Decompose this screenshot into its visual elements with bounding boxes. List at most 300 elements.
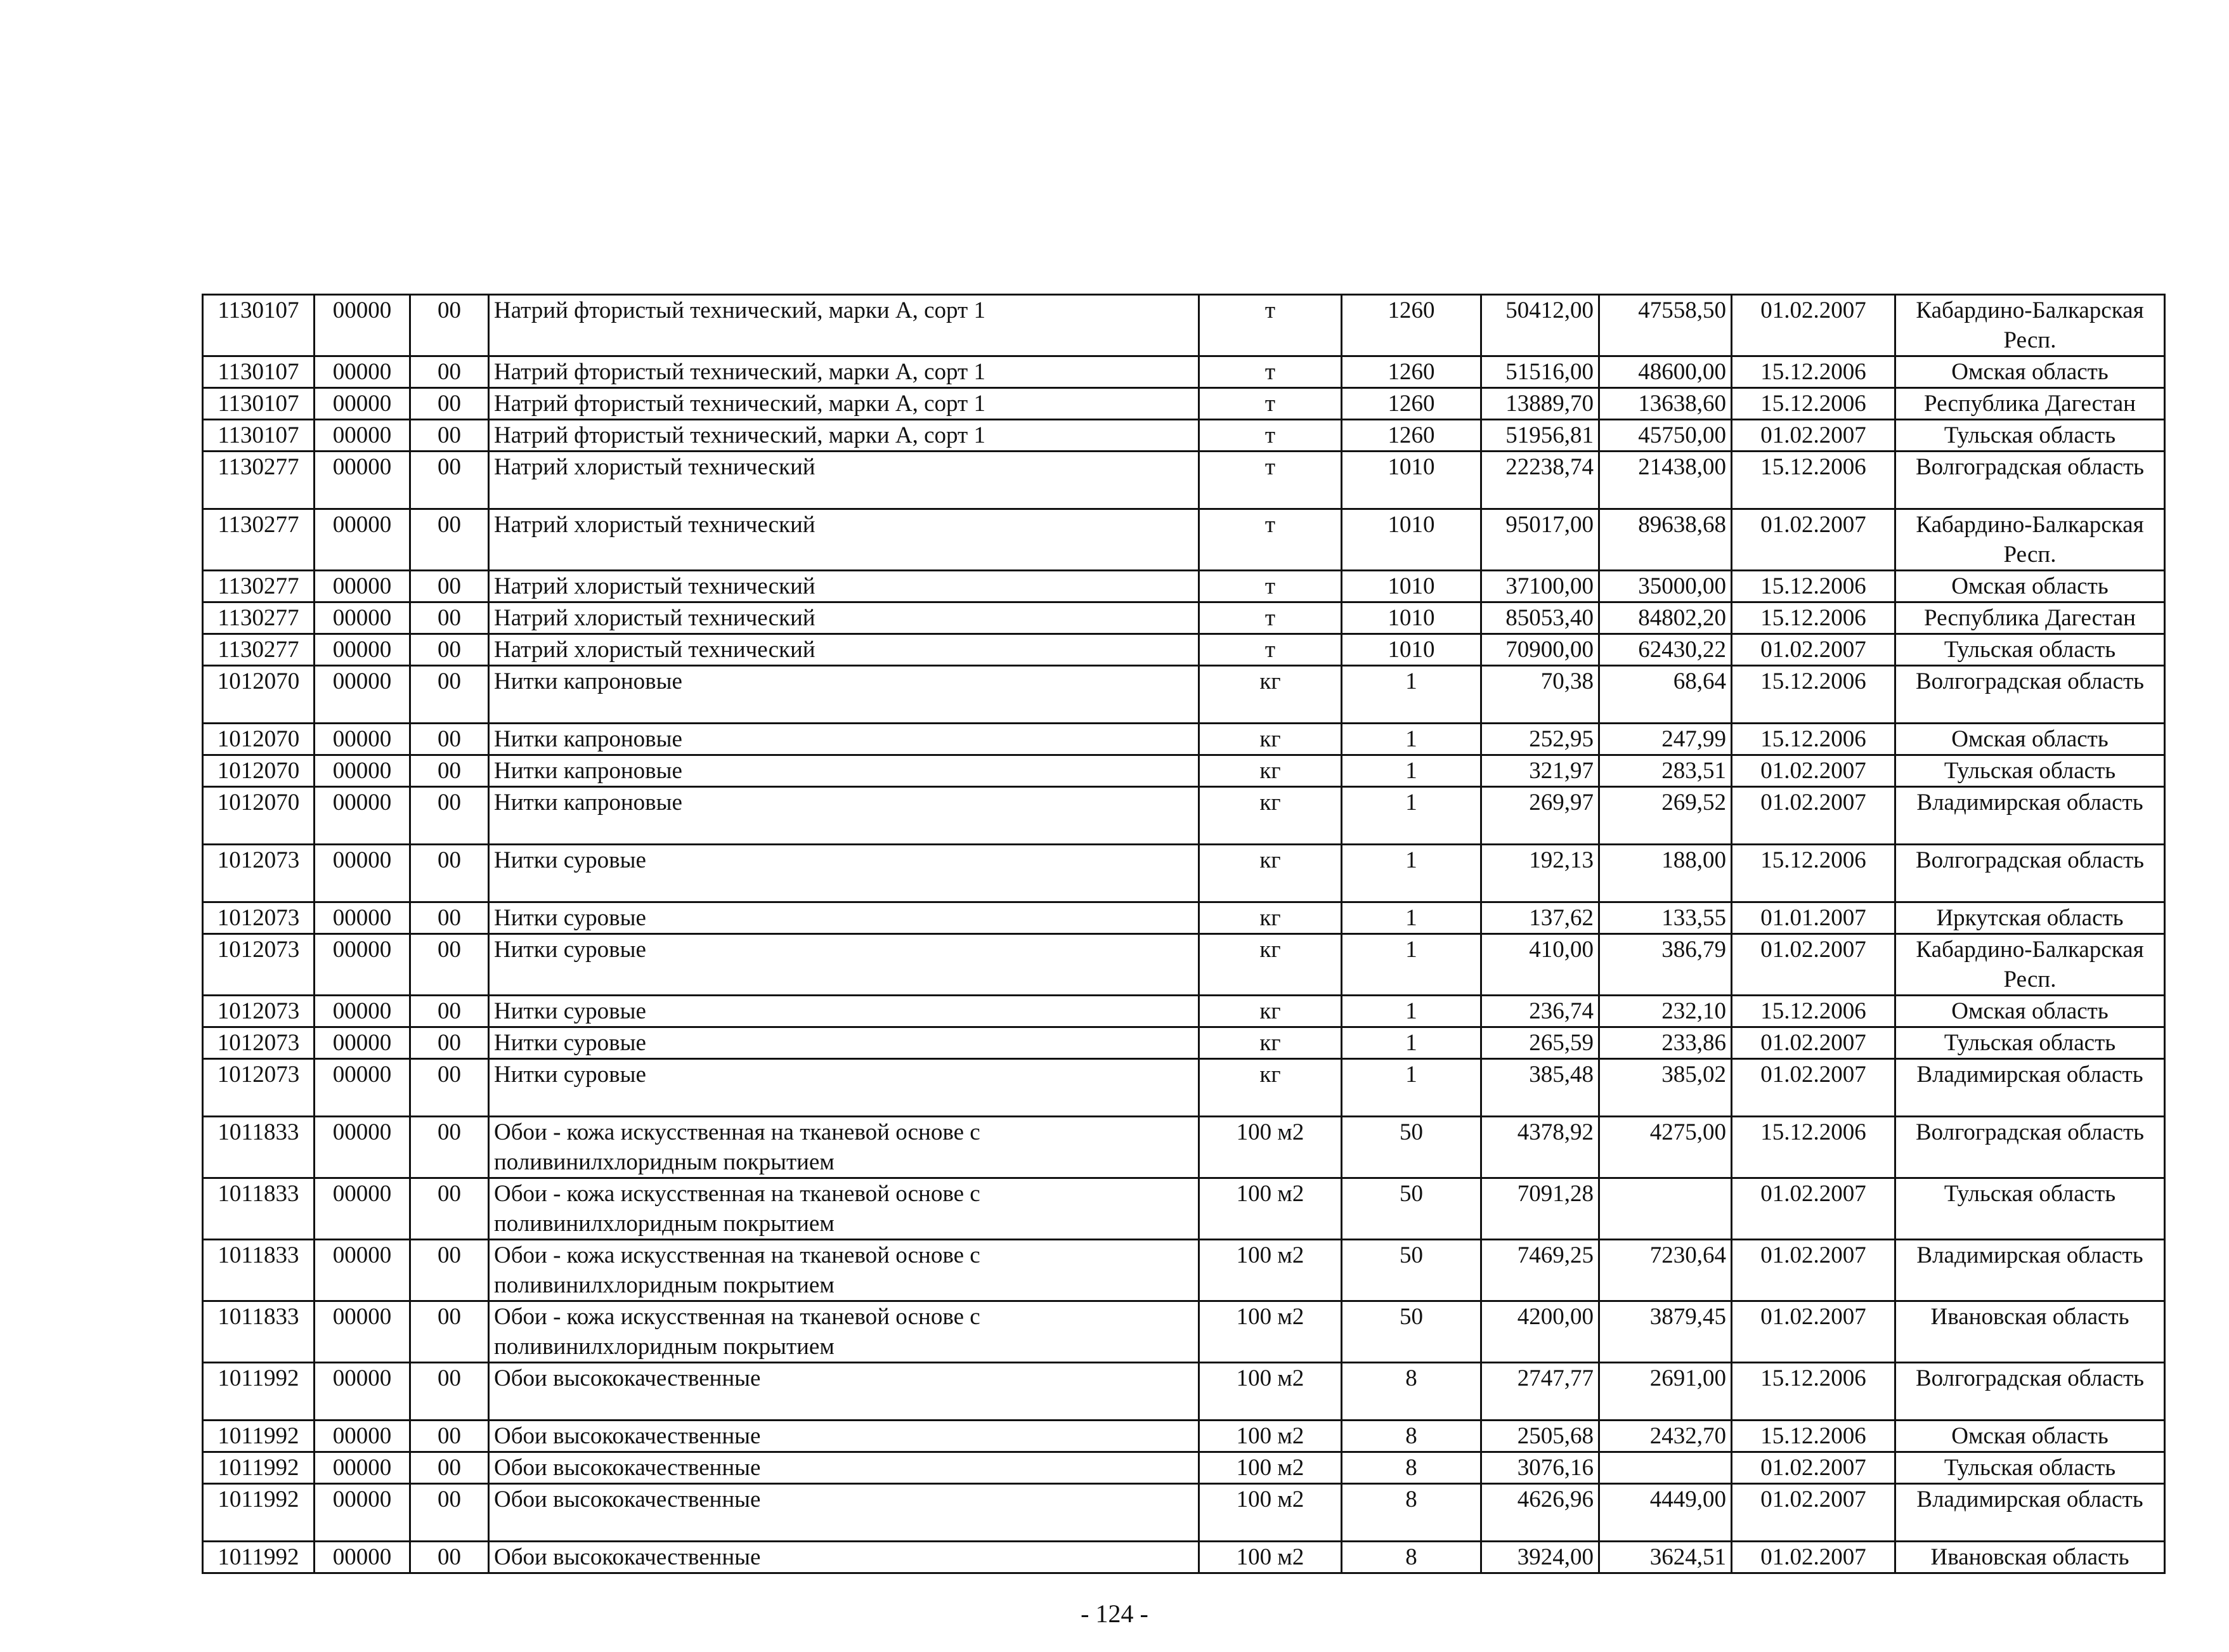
cell-price2: 2691,00 [1599,1363,1732,1421]
cell-num: 00000 [315,724,410,755]
cell-price: 2505,68 [1481,1421,1599,1452]
cell-num: 00000 [315,295,410,356]
cell-name: Нитки капроновые [489,666,1199,724]
cell-unit: 100 м2 [1199,1301,1342,1363]
cell-price2: 188,00 [1599,845,1732,902]
table-row [203,634,2165,666]
cell-price2: 48600,00 [1599,356,1732,388]
cell-price: 192,13 [1481,845,1599,902]
cell-num: 00000 [315,666,410,724]
cell-name: Обои - кожа искусственная на тканевой основе с поливинилхлоридным покрытием [489,1301,1199,1363]
cell-norm: 1260 [1342,420,1481,452]
cell-norm: 50 [1342,1301,1481,1363]
cell-price2: 133,55 [1599,902,1732,934]
cell-name: Обои высококачественные [489,1452,1199,1484]
cell-price2: 47558,50 [1599,295,1732,356]
cell-price: 70,38 [1481,666,1599,724]
cell-sub: 00 [410,602,489,634]
cell-code: 1012070 [203,787,315,845]
table-row [203,388,2165,420]
cell-norm: 50 [1342,1240,1481,1301]
cell-region: Волгоградская область [1895,666,2165,724]
cell-price2: 84802,20 [1599,602,1732,634]
cell-unit: т [1199,452,1342,509]
cell-price: 95017,00 [1481,509,1599,571]
cell-date: 01.02.2007 [1732,1542,1895,1573]
cell-code: 1012073 [203,996,315,1027]
cell-date: 15.12.2006 [1732,996,1895,1027]
cell-price2: 7230,64 [1599,1240,1732,1301]
cell-code: 1130107 [203,356,315,388]
cell-name: Нитки суровые [489,934,1199,996]
cell-sub: 00 [410,1542,489,1573]
cell-date: 15.12.2006 [1732,356,1895,388]
cell-sub: 00 [410,1117,489,1178]
cell-norm: 1260 [1342,388,1481,420]
cell-region: Владимирская область [1895,1484,2165,1542]
cell-name: Нитки капроновые [489,755,1199,787]
cell-date: 15.12.2006 [1732,571,1895,602]
cell-name: Натрий хлористый технический [489,509,1199,571]
cell-region: Омская область [1895,996,2165,1027]
cell-num: 00000 [315,452,410,509]
cell-region: Ивановская область [1895,1301,2165,1363]
cell-norm: 1 [1342,1027,1481,1059]
cell-region: Кабардино-Балкарская Респ. [1895,509,2165,571]
cell-code: 1012073 [203,902,315,934]
cell-price2: 45750,00 [1599,420,1732,452]
cell-price2: 2432,70 [1599,1421,1732,1452]
cell-sub: 00 [410,1240,489,1301]
cell-code: 1011992 [203,1484,315,1542]
cell-code: 1011833 [203,1178,315,1240]
cell-name: Натрий фтористый технический, марки А, сорт 1 [489,420,1199,452]
cell-region: Омская область [1895,356,2165,388]
cell-date: 01.02.2007 [1732,634,1895,666]
cell-price: 85053,40 [1481,602,1599,634]
cell-num: 00000 [315,1117,410,1178]
table-row [203,1484,2165,1542]
table-row [203,755,2165,787]
cell-date: 15.12.2006 [1732,845,1895,902]
cell-price2 [1599,1452,1732,1484]
cell-num: 00000 [315,420,410,452]
cell-code: 1130277 [203,509,315,571]
cell-region: Владимирская область [1895,1059,2165,1117]
cell-norm: 1010 [1342,452,1481,509]
cell-price2: 4449,00 [1599,1484,1732,1542]
cell-price: 265,59 [1481,1027,1599,1059]
cell-name: Обои высококачественные [489,1363,1199,1421]
cell-name: Натрий хлористый технический [489,602,1199,634]
cell-date: 01.02.2007 [1732,1059,1895,1117]
cell-norm: 1 [1342,787,1481,845]
cell-norm: 1010 [1342,602,1481,634]
cell-num: 00000 [315,388,410,420]
cell-unit: кг [1199,755,1342,787]
cell-price2: 232,10 [1599,996,1732,1027]
cell-unit: т [1199,634,1342,666]
cell-num: 00000 [315,787,410,845]
cell-name: Нитки суровые [489,1059,1199,1117]
cell-price: 3076,16 [1481,1452,1599,1484]
cell-price: 4378,92 [1481,1117,1599,1178]
cell-price: 70900,00 [1481,634,1599,666]
cell-sub: 00 [410,1363,489,1421]
cell-code: 1130107 [203,388,315,420]
cell-sub: 00 [410,1027,489,1059]
cell-unit: кг [1199,934,1342,996]
cell-price2: 385,02 [1599,1059,1732,1117]
cell-region: Омская область [1895,1421,2165,1452]
cell-region: Республика Дагестан [1895,388,2165,420]
cell-date: 01.02.2007 [1732,1452,1895,1484]
cell-price: 321,97 [1481,755,1599,787]
cell-num: 00000 [315,1059,410,1117]
cell-unit: кг [1199,845,1342,902]
cell-norm: 1 [1342,724,1481,755]
cell-code: 1011833 [203,1301,315,1363]
table-row [203,452,2165,509]
cell-name: Натрий хлористый технический [489,452,1199,509]
cell-num: 00000 [315,1542,410,1573]
cell-price2: 21438,00 [1599,452,1732,509]
cell-num: 00000 [315,1240,410,1301]
cell-region: Тульская область [1895,420,2165,452]
cell-date: 01.02.2007 [1732,934,1895,996]
cell-unit: т [1199,356,1342,388]
cell-unit: т [1199,420,1342,452]
cell-num: 00000 [315,755,410,787]
cell-date: 15.12.2006 [1732,1421,1895,1452]
cell-region: Тульская область [1895,1027,2165,1059]
cell-region: Владимирская область [1895,787,2165,845]
cell-num: 00000 [315,1027,410,1059]
cell-name: Натрий хлористый технический [489,634,1199,666]
cell-region: Омская область [1895,571,2165,602]
table-row [203,1027,2165,1059]
cell-unit: 100 м2 [1199,1484,1342,1542]
cell-sub: 00 [410,356,489,388]
cell-price: 4626,96 [1481,1484,1599,1542]
cell-unit: кг [1199,1059,1342,1117]
cell-date: 15.12.2006 [1732,602,1895,634]
cell-sub: 00 [410,902,489,934]
cell-region: Владимирская область [1895,1240,2165,1301]
table-row [203,1452,2165,1484]
cell-code: 1130277 [203,571,315,602]
cell-name: Натрий фтористый технический, марки А, сорт 1 [489,356,1199,388]
cell-region: Кабардино-Балкарская Респ. [1895,934,2165,996]
cell-date: 01.02.2007 [1732,1027,1895,1059]
cell-sub: 00 [410,1452,489,1484]
cell-region: Тульская область [1895,634,2165,666]
cell-price: 51516,00 [1481,356,1599,388]
cell-price: 410,00 [1481,934,1599,996]
cell-price2: 386,79 [1599,934,1732,996]
cell-unit: кг [1199,996,1342,1027]
cell-region: Волгоградская область [1895,1117,2165,1178]
cell-name: Нитки суровые [489,1027,1199,1059]
cell-sub: 00 [410,996,489,1027]
table-row [203,1240,2165,1301]
cell-code: 1130277 [203,634,315,666]
cell-price2: 4275,00 [1599,1117,1732,1178]
cell-price2 [1599,1178,1732,1240]
cell-sub: 00 [410,755,489,787]
cell-price: 269,97 [1481,787,1599,845]
cell-norm: 1260 [1342,356,1481,388]
cell-sub: 00 [410,1421,489,1452]
cell-price: 4200,00 [1481,1301,1599,1363]
cell-date: 01.02.2007 [1732,787,1895,845]
cell-unit: 100 м2 [1199,1421,1342,1452]
cell-norm: 8 [1342,1363,1481,1421]
cell-code: 1012073 [203,845,315,902]
cell-norm: 8 [1342,1484,1481,1542]
cell-name: Обои - кожа искусственная на тканевой основе с поливинилхлоридным покрытием [489,1117,1199,1178]
cell-norm: 50 [1342,1117,1481,1178]
cell-price2: 89638,68 [1599,509,1732,571]
cell-name: Обои высококачественные [489,1542,1199,1573]
cell-name: Нитки суровые [489,902,1199,934]
table-row [203,934,2165,996]
cell-sub: 00 [410,452,489,509]
cell-date: 15.12.2006 [1732,388,1895,420]
cell-sub: 00 [410,1301,489,1363]
cell-unit: т [1199,295,1342,356]
cell-num: 00000 [315,902,410,934]
cell-region: Волгоградская область [1895,1363,2165,1421]
cell-code: 1012073 [203,1059,315,1117]
cell-price2: 13638,60 [1599,388,1732,420]
cell-date: 15.12.2006 [1732,724,1895,755]
cell-price2: 62430,22 [1599,634,1732,666]
table-row [203,666,2165,724]
table-row [203,356,2165,388]
cell-code: 1011992 [203,1363,315,1421]
cell-norm: 1010 [1342,509,1481,571]
cell-date: 15.12.2006 [1732,452,1895,509]
cell-date: 01.02.2007 [1732,420,1895,452]
cell-sub: 00 [410,1059,489,1117]
cell-code: 1130107 [203,420,315,452]
table-row [203,420,2165,452]
cell-num: 00000 [315,1178,410,1240]
cell-norm: 8 [1342,1542,1481,1573]
cell-price2: 283,51 [1599,755,1732,787]
cell-date: 01.01.2007 [1732,902,1895,934]
cell-price2: 269,52 [1599,787,1732,845]
cell-name: Нитки капроновые [489,787,1199,845]
cell-date: 01.02.2007 [1732,1178,1895,1240]
cell-sub: 00 [410,388,489,420]
table-body [203,295,2165,1573]
cell-norm: 1260 [1342,295,1481,356]
cell-region: Волгоградская область [1895,845,2165,902]
cell-num: 00000 [315,1301,410,1363]
table-row [203,571,2165,602]
cell-sub: 00 [410,724,489,755]
cell-unit: кг [1199,724,1342,755]
cell-unit: кг [1199,787,1342,845]
cell-sub: 00 [410,845,489,902]
cell-sub: 00 [410,571,489,602]
cell-name: Обои - кожа искусственная на тканевой основе с поливинилхлоридным покрытием [489,1240,1199,1301]
cell-name: Нитки суровые [489,845,1199,902]
cell-price: 50412,00 [1481,295,1599,356]
cell-date: 01.02.2007 [1732,295,1895,356]
cell-price: 2747,77 [1481,1363,1599,1421]
cell-norm: 1 [1342,1059,1481,1117]
cell-code: 1012070 [203,724,315,755]
cell-sub: 00 [410,295,489,356]
cell-price: 3924,00 [1481,1542,1599,1573]
cell-date: 15.12.2006 [1732,666,1895,724]
table-row [203,845,2165,902]
cell-num: 00000 [315,996,410,1027]
table-row [203,1117,2165,1178]
cell-code: 1130277 [203,452,315,509]
cell-sub: 00 [410,787,489,845]
cell-num: 00000 [315,1452,410,1484]
cell-unit: 100 м2 [1199,1117,1342,1178]
table-row [203,1178,2165,1240]
cell-unit: 100 м2 [1199,1178,1342,1240]
cell-norm: 1 [1342,934,1481,996]
cell-sub: 00 [410,1178,489,1240]
cell-num: 00000 [315,1363,410,1421]
cell-num: 00000 [315,602,410,634]
cell-price2: 35000,00 [1599,571,1732,602]
cell-num: 00000 [315,845,410,902]
cell-sub: 00 [410,1484,489,1542]
table-row [203,724,2165,755]
cell-price: 51956,81 [1481,420,1599,452]
cell-price: 7469,25 [1481,1240,1599,1301]
cell-norm: 1 [1342,996,1481,1027]
cell-region: Ивановская область [1895,1542,2165,1573]
cell-unit: 100 м2 [1199,1452,1342,1484]
cell-name: Натрий хлористый технический [489,571,1199,602]
table-row [203,1301,2165,1363]
cell-price: 236,74 [1481,996,1599,1027]
cell-region: Республика Дагестан [1895,602,2165,634]
cell-unit: 100 м2 [1199,1363,1342,1421]
cell-price2: 233,86 [1599,1027,1732,1059]
cell-price2: 3879,45 [1599,1301,1732,1363]
cell-unit: 100 м2 [1199,1240,1342,1301]
table-row [203,1059,2165,1117]
cell-price: 13889,70 [1481,388,1599,420]
cell-price: 385,48 [1481,1059,1599,1117]
cell-unit: т [1199,602,1342,634]
cell-norm: 1 [1342,902,1481,934]
cell-price2: 3624,51 [1599,1542,1732,1573]
cell-num: 00000 [315,571,410,602]
cell-code: 1012070 [203,666,315,724]
cell-unit: т [1199,388,1342,420]
cell-date: 01.02.2007 [1732,509,1895,571]
cell-num: 00000 [315,356,410,388]
cell-code: 1011992 [203,1542,315,1573]
cell-code: 1011992 [203,1421,315,1452]
cell-unit: кг [1199,902,1342,934]
cell-price: 7091,28 [1481,1178,1599,1240]
cell-name: Обои высококачественные [489,1484,1199,1542]
cell-name: Обои высококачественные [489,1421,1199,1452]
cell-name: Нитки суровые [489,996,1199,1027]
cell-date: 15.12.2006 [1732,1117,1895,1178]
cell-norm: 1 [1342,845,1481,902]
cell-num: 00000 [315,1484,410,1542]
cell-region: Кабардино-Балкарская Респ. [1895,295,2165,356]
cell-name: Натрий фтористый технический, марки А, сорт 1 [489,295,1199,356]
cell-region: Иркутская область [1895,902,2165,934]
cell-unit: 100 м2 [1199,1542,1342,1573]
cell-date: 01.02.2007 [1732,755,1895,787]
cell-num: 00000 [315,934,410,996]
cell-code: 1130107 [203,295,315,356]
cell-region: Тульская область [1895,755,2165,787]
cell-norm: 1010 [1342,571,1481,602]
table-row [203,1421,2165,1452]
cell-unit: кг [1199,1027,1342,1059]
cell-num: 00000 [315,509,410,571]
cell-name: Натрий фтористый технический, марки А, сорт 1 [489,388,1199,420]
cell-price2: 247,99 [1599,724,1732,755]
table-row [203,902,2165,934]
cell-unit: т [1199,509,1342,571]
cell-region: Омская область [1895,724,2165,755]
cell-date: 01.02.2007 [1732,1240,1895,1301]
cell-sub: 00 [410,666,489,724]
table-row [203,295,2165,356]
cell-num: 00000 [315,634,410,666]
cell-date: 15.12.2006 [1732,1363,1895,1421]
cell-price: 137,62 [1481,902,1599,934]
cell-date: 01.02.2007 [1732,1484,1895,1542]
table-row [203,602,2165,634]
cell-code: 1012073 [203,934,315,996]
cell-sub: 00 [410,420,489,452]
table-row [203,996,2165,1027]
cell-price: 37100,00 [1481,571,1599,602]
cell-code: 1012073 [203,1027,315,1059]
table-row [203,1363,2165,1421]
cell-code: 1011833 [203,1240,315,1301]
cell-region: Тульская область [1895,1178,2165,1240]
cell-price2: 68,64 [1599,666,1732,724]
cell-norm: 1 [1342,755,1481,787]
cell-date: 01.02.2007 [1732,1301,1895,1363]
cell-num: 00000 [315,1421,410,1452]
table-row [203,509,2165,571]
cell-unit: кг [1199,666,1342,724]
cell-code: 1130277 [203,602,315,634]
cell-name: Нитки капроновые [489,724,1199,755]
cell-norm: 1 [1342,666,1481,724]
cell-region: Волгоградская область [1895,452,2165,509]
table-row [203,787,2165,845]
cell-norm: 8 [1342,1452,1481,1484]
cell-region: Тульская область [1895,1452,2165,1484]
cell-sub: 00 [410,634,489,666]
cell-sub: 00 [410,509,489,571]
cell-unit: т [1199,571,1342,602]
cell-price: 252,95 [1481,724,1599,755]
page-number: - 124 - [1081,1599,1148,1628]
